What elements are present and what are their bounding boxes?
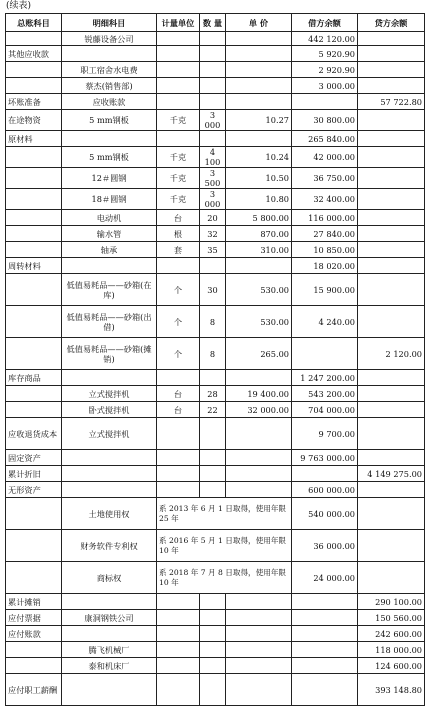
unit-cell: 个 [157,274,200,306]
table-row [6,258,425,274]
debit-balance-cell: 30 800.00 [292,110,358,131]
unit-price-cell [226,450,292,466]
general-account-cell [6,189,62,210]
quantity-cell: 8 [200,306,226,338]
unit-price-cell: 310.00 [226,242,292,258]
general-account-cell [6,210,62,226]
general-account-cell: 库存商品 [6,370,62,386]
debit-balance-cell: 42 000.00 [292,147,358,168]
header-credit-balance: 贷方余额 [358,14,425,32]
unit-cell [157,258,200,274]
table-row [6,338,425,370]
credit-balance-cell: 2 120.00 [358,338,425,370]
header-detail-account: 明细科目 [62,14,157,32]
detail-account-cell [62,466,157,482]
quantity-cell: 3 500 [200,168,226,189]
credit-balance-cell: 118 000.00 [358,642,425,658]
quantity-cell: 8 [200,338,226,370]
debit-balance-cell: 540 000.00 [292,498,358,530]
unit-price-cell [226,418,292,450]
table-row [6,610,425,626]
table-row [6,210,425,226]
table-header-row [6,14,425,32]
unit-price-cell: 10.50 [226,168,292,189]
table-row [6,78,425,94]
quantity-cell [200,658,226,674]
note-cell: 系 2016 年 5 月 1 日取得，使用年限 10 年 [157,530,292,562]
credit-balance-cell [358,32,425,46]
credit-balance-cell [358,530,425,562]
detail-account-cell: 应收账款 [62,94,157,110]
unit-cell [157,131,200,147]
debit-balance-cell: 36 000.00 [292,530,358,562]
unit-cell: 台 [157,386,200,402]
table-row [6,466,425,482]
detail-account-cell: 低值易耗品——砂箱(在库) [62,274,157,306]
detail-account-cell: 商标权 [62,562,157,594]
unit-price-cell [226,78,292,94]
detail-account-cell [62,46,157,62]
table-row [6,658,425,674]
unit-price-cell [226,370,292,386]
debit-balance-cell: 36 750.00 [292,168,358,189]
credit-balance-cell [358,482,425,498]
general-account-cell [6,386,62,402]
general-account-cell [6,338,62,370]
quantity-cell [200,78,226,94]
credit-balance-cell [358,147,425,168]
credit-balance-cell [358,189,425,210]
general-account-cell: 原材料 [6,131,62,147]
unit-cell [157,642,200,658]
detail-account-cell: 5 mm钢板 [62,147,157,168]
table-row [6,498,425,530]
header-debit-balance: 借方余额 [292,14,358,32]
table-row [6,46,425,62]
detail-account-cell [62,131,157,147]
general-account-cell: 应收退货成本 [6,418,62,450]
general-account-cell: 无形资产 [6,482,62,498]
debit-balance-cell: 2 920.90 [292,62,358,78]
general-account-cell [6,32,62,46]
table-row [6,530,425,562]
quantity-cell: 35 [200,242,226,258]
unit-cell: 个 [157,338,200,370]
header-unit: 计量单位 [157,14,200,32]
debit-balance-cell: 15 900.00 [292,274,358,306]
quantity-cell: 28 [200,386,226,402]
general-account-cell: 坏账准备 [6,94,62,110]
debit-balance-cell: 704 000.00 [292,402,358,418]
unit-cell [157,482,200,498]
general-account-cell [6,658,62,674]
general-account-cell [6,226,62,242]
credit-balance-cell [358,258,425,274]
quantity-cell: 22 [200,402,226,418]
unit-price-cell [226,626,292,642]
quantity-cell [200,46,226,62]
unit-cell: 台 [157,402,200,418]
general-account-cell: 应付票据 [6,610,62,626]
debit-balance-cell [292,338,358,370]
table-row [6,642,425,658]
continued-caption: (续表) [6,1,32,11]
credit-balance-cell: 393 148.80 [358,674,425,706]
detail-account-cell: 18＃圆钢 [62,189,157,210]
header-unit-price: 单 价 [226,14,292,32]
unit-price-cell [226,674,292,706]
general-account-cell: 应付账款 [6,626,62,642]
credit-balance-cell [358,418,425,450]
debit-balance-cell: 18 020.00 [292,258,358,274]
unit-price-cell: 10.24 [226,147,292,168]
debit-balance-cell: 600 000.00 [292,482,358,498]
credit-balance-cell: 124 600.00 [358,658,425,674]
table-row [6,226,425,242]
unit-cell: 千克 [157,168,200,189]
table-row [6,131,425,147]
quantity-cell: 3 000 [200,110,226,131]
table-row [6,482,425,498]
general-account-cell [6,642,62,658]
credit-balance-cell [358,386,425,402]
credit-balance-cell [358,46,425,62]
credit-balance-cell: 242 600.00 [358,626,425,642]
debit-balance-cell: 32 400.00 [292,189,358,210]
credit-balance-cell: 290 100.00 [358,594,425,610]
quantity-cell [200,450,226,466]
unit-price-cell: 32 000.00 [226,402,292,418]
unit-cell [157,78,200,94]
quantity-cell: 4 100 [200,147,226,168]
credit-balance-cell [358,274,425,306]
unit-price-cell: 265.00 [226,338,292,370]
table-row [6,370,425,386]
unit-price-cell [226,258,292,274]
detail-account-cell [62,626,157,642]
credit-balance-cell [358,498,425,530]
unit-price-cell: 19 400.00 [226,386,292,402]
debit-balance-cell: 3 000.00 [292,78,358,94]
detail-account-cell [62,258,157,274]
unit-cell [157,46,200,62]
unit-price-cell [226,482,292,498]
unit-cell [157,418,200,450]
general-account-cell [6,62,62,78]
general-account-cell [6,78,62,94]
table-row [6,274,425,306]
general-account-cell: 应付职工薪酬 [6,674,62,706]
unit-cell [157,594,200,610]
quantity-cell [200,258,226,274]
general-account-cell: 在途物资 [6,110,62,131]
detail-account-cell: 立式搅拌机 [62,386,157,402]
table-row [6,62,425,78]
table-row [6,189,425,210]
general-account-cell [6,147,62,168]
unit-price-cell [226,594,292,610]
unit-cell [157,626,200,642]
credit-balance-cell: 57 722.80 [358,94,425,110]
quantity-cell [200,370,226,386]
unit-price-cell [226,610,292,626]
general-account-cell [6,562,62,594]
detail-account-cell [62,674,157,706]
table-row [6,110,425,131]
detail-account-cell: 锐藤设备公司 [62,32,157,46]
credit-balance-cell [358,78,425,94]
detail-account-cell: 泰和机床厂 [62,658,157,674]
credit-balance-cell [358,168,425,189]
detail-account-cell: 立式搅拌机 [62,418,157,450]
unit-cell [157,674,200,706]
unit-cell: 个 [157,306,200,338]
debit-balance-cell: 265 840.00 [292,131,358,147]
general-account-cell: 固定资产 [6,450,62,466]
table-row [6,242,425,258]
quantity-cell: 32 [200,226,226,242]
unit-price-cell: 10.80 [226,189,292,210]
unit-price-cell: 870.00 [226,226,292,242]
header-general-account: 总账科目 [6,14,62,32]
quantity-cell [200,610,226,626]
debit-balance-cell: 9 700.00 [292,418,358,450]
unit-cell [157,450,200,466]
quantity-cell [200,626,226,642]
detail-account-cell: 输水管 [62,226,157,242]
debit-balance-cell: 1 247 200.00 [292,370,358,386]
detail-account-cell: 腾飞机械厂 [62,642,157,658]
debit-balance-cell: 442 120.00 [292,32,358,46]
general-account-cell: 累计摊销 [6,594,62,610]
quantity-cell [200,418,226,450]
unit-cell: 台 [157,210,200,226]
quantity-cell [200,674,226,706]
detail-account-cell: 卧式搅拌机 [62,402,157,418]
unit-price-cell [226,94,292,110]
table-row [6,386,425,402]
table-row [6,94,425,110]
debit-balance-cell [292,94,358,110]
detail-account-cell [62,450,157,466]
debit-balance-cell: 116 000.00 [292,210,358,226]
debit-balance-cell: 4 240.00 [292,306,358,338]
detail-account-cell: 职工宿舍水电费 [62,62,157,78]
credit-balance-cell [358,110,425,131]
detail-account-cell: 5 mm钢板 [62,110,157,131]
debit-balance-cell [292,674,358,706]
note-cell: 系 2013 年 6 月 1 日取得，使用年限 25 年 [157,498,292,530]
unit-cell: 根 [157,226,200,242]
detail-account-cell [62,594,157,610]
unit-price-cell [226,466,292,482]
detail-account-cell: 土地使用权 [62,498,157,530]
general-account-cell [6,242,62,258]
unit-cell: 千克 [157,147,200,168]
credit-balance-cell [358,450,425,466]
detail-account-cell: 12＃圆钢 [62,168,157,189]
credit-balance-cell [358,131,425,147]
unit-price-cell: 530.00 [226,274,292,306]
unit-price-cell [226,131,292,147]
account-balance-table [5,13,425,706]
table-row [6,402,425,418]
quantity-cell [200,642,226,658]
credit-balance-cell: 150 560.00 [358,610,425,626]
unit-cell [157,466,200,482]
credit-balance-cell [358,306,425,338]
credit-balance-cell: 4 149 275.00 [358,466,425,482]
debit-balance-cell: 5 920.90 [292,46,358,62]
general-account-cell [6,274,62,306]
unit-price-cell: 5 800.00 [226,210,292,226]
detail-account-cell [62,482,157,498]
table-row [6,562,425,594]
quantity-cell: 20 [200,210,226,226]
quantity-cell [200,466,226,482]
credit-balance-cell [358,242,425,258]
debit-balance-cell: 9 763 000.00 [292,450,358,466]
credit-balance-cell [358,62,425,78]
detail-account-cell: 低值易耗品——砂箱(出借) [62,306,157,338]
unit-cell: 套 [157,242,200,258]
credit-balance-cell [358,370,425,386]
detail-account-cell: 财务软件专利权 [62,530,157,562]
detail-account-cell: 蔡杰(销售部) [62,78,157,94]
debit-balance-cell [292,466,358,482]
general-account-cell [6,498,62,530]
credit-balance-cell [358,210,425,226]
quantity-cell [200,32,226,46]
general-account-cell: 累计折旧 [6,466,62,482]
unit-price-cell: 10.27 [226,110,292,131]
general-account-cell [6,168,62,189]
debit-balance-cell [292,626,358,642]
general-account-cell [6,306,62,338]
detail-account-cell [62,370,157,386]
credit-balance-cell [358,562,425,594]
unit-cell [157,370,200,386]
debit-balance-cell: 24 000.00 [292,562,358,594]
unit-price-cell [226,62,292,78]
table-row [6,674,425,706]
general-account-cell: 周转材料 [6,258,62,274]
unit-cell [157,94,200,110]
quantity-cell: 3 000 [200,189,226,210]
credit-balance-cell [358,226,425,242]
debit-balance-cell: 27 840.00 [292,226,358,242]
detail-account-cell: 康洞钢铁公司 [62,610,157,626]
detail-account-cell: 低值易耗品——砂箱(摊销) [62,338,157,370]
quantity-cell [200,131,226,147]
table-row [6,147,425,168]
general-account-cell [6,530,62,562]
unit-cell [157,610,200,626]
detail-account-cell: 轴承 [62,242,157,258]
quantity-cell [200,94,226,110]
header-quantity: 数 量 [200,14,226,32]
table-row [6,594,425,610]
debit-balance-cell [292,610,358,626]
credit-balance-cell [358,402,425,418]
unit-cell [157,62,200,78]
debit-balance-cell [292,642,358,658]
unit-price-cell [226,642,292,658]
table-row [6,626,425,642]
general-account-cell [6,402,62,418]
note-cell: 系 2018 年 7 月 8 日取得，使用年限 10 年 [157,562,292,594]
unit-cell: 千克 [157,110,200,131]
unit-price-cell: 530.00 [226,306,292,338]
unit-price-cell [226,658,292,674]
unit-price-cell [226,32,292,46]
unit-price-cell [226,46,292,62]
debit-balance-cell [292,594,358,610]
detail-account-cell: 电动机 [62,210,157,226]
table-row [6,306,425,338]
debit-balance-cell: 543 200.00 [292,386,358,402]
table-row [6,418,425,450]
quantity-cell: 30 [200,274,226,306]
unit-cell: 千克 [157,189,200,210]
quantity-cell [200,594,226,610]
table-row [6,168,425,189]
table-row [6,32,425,46]
unit-cell [157,658,200,674]
quantity-cell [200,62,226,78]
quantity-cell [200,482,226,498]
unit-cell [157,32,200,46]
table-row [6,450,425,466]
debit-balance-cell [292,658,358,674]
general-account-cell: 其他应收款 [6,46,62,62]
debit-balance-cell: 10 850.00 [292,242,358,258]
